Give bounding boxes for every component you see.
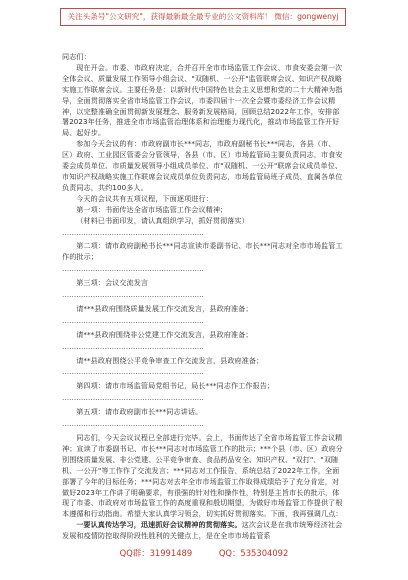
dotted-separator: …………………………………………………… xyxy=(62,315,204,325)
key-point-1 xyxy=(62,520,346,542)
dotted-separator: …………………………………………………… xyxy=(62,341,204,351)
dotted-separator: …………………………………………………… xyxy=(62,290,204,300)
key-point-text: 这次会议是在我市统筹经济社会发展和疫情防控取得阶段性胜利的关键点上，是在全市市场监管系 xyxy=(62,520,343,541)
closing-salutation: 同志们， xyxy=(76,433,105,442)
dotted-separator: …………………………………………………… xyxy=(62,264,204,274)
footer-contact: QQ群：31991489 QQ：535304092 xyxy=(119,548,289,558)
document-body xyxy=(62,52,346,542)
agenda-item-2: 第二项：请市政府副秘书长***同志宣读市委副书记、市长***同志对全市市场监管工作的批示； xyxy=(62,241,343,262)
header-banner: 关注头条号"公文研究"，获得最新最全最专业的公文资料库！ 微信：gongwenyj xyxy=(60,8,346,26)
closing-text: 今天会议议程已全部进行完毕。会上，书面传达了全省市场监管工作会议精神；宣读了市委副书记、市长***同志对市场监管工作的批示；***个县（市、区）政府分别围绕质量发展、非公党建、公平竞争审查、食品药品安全、知识产权、"双打"、"双随机、一公开"等工作作了交流发言；***同志对工作报告，系统总结了2022年工作，全面部署了今年的目标任务；***同志对去年全市市场监管工作取得成绩给予了充分肯定，对做好2023年工作讲了明确要求，有很强的针对性和操作性，特别是主旨市长的批示，体现了市委、市政府对市场监管工作的高度重视和殷切期望，为做好市场监管工作提供了根本遵循和行动指南。希望大家认真学习领会，切实抓好贯彻落实。下面，我再强调几点： xyxy=(62,433,343,519)
agenda-item-3-speaker: 请***县政府围绕非公党建工作交流发言，县政府准备； xyxy=(76,329,253,339)
agenda-item-3: 第三项：会议交流发言 xyxy=(76,278,149,288)
dotted-separator: …………………………………………………… xyxy=(62,367,204,377)
closing-paragraph xyxy=(62,433,346,520)
salutation: 同志们： xyxy=(62,52,91,61)
agenda-item-1-note: （材料已书面印发，请认真组织学习，抓好贯彻落实） xyxy=(76,215,249,225)
agenda-item-1: 第一项：书面传达全省市场监管工作会议精神； xyxy=(76,204,228,214)
agenda-item-3-speaker: 请***县政府围绕质量发展工作交流发言，县政府准备； xyxy=(76,303,253,313)
key-point-heading: 一要认真传达学习，迅速抓好会议精神的贯彻落实。 xyxy=(76,520,242,530)
agenda-item-3-speaker: 请**县政府围绕公平竞争审查工作交流发言，县政府准备； xyxy=(76,355,264,365)
dotted-separator: …………………………………………………… xyxy=(62,419,204,429)
agenda-item-5: 第五项：请市政府副市长***同志讲话。 xyxy=(76,407,203,417)
paragraph: 今天的会议共有五项议程，下面逐项进行： xyxy=(76,193,213,203)
paragraph: 现在开会。市委、市政府决定，合并召开全市市场监管工作会议、市食安委会第一次全体会议、质量发展工作领导小组会议、"双随机、一公开"监管联席会议、知识产权战略实施工作联席会议。主要任务是：以新时代中国特色社会主义思想和党的二十大精神为指导，全面贯彻落实全省市场监管工作会议，市委四届十一次全会暨市委经济工作会议精神，以完整准确全面贯彻新发展理念、服务新发展格局，回顾总结2022年工作，安排部署2023年任务，推进全市市场监管治理体系和治理能力现代化，推动市场监管工作开好局、起好步。 xyxy=(62,62,343,138)
paragraph: 参加今天会议的有：市政府副市长***同志，市政府副秘书长***同志，各县（市、区）政府、工业园区管委会分管领导，各县（市、区）市场监管局主要负责同志，市食安委会成员单位、市质量发展领导小组成员单位、市"双随机、一公开"联席会议成员单位、市知识产权战略实施工作联席会议成员单位负责同志，市场监管局班子成员、直属各单位负责同志，共约100多人。 xyxy=(62,139,343,192)
agenda-item-4: 第四项：请市市场监管局党组书记，局长***同志作工作报告； xyxy=(76,381,275,391)
dotted-separator: …………………………………………………… xyxy=(62,393,204,403)
dotted-separator: …………………………………………………… xyxy=(62,227,204,237)
